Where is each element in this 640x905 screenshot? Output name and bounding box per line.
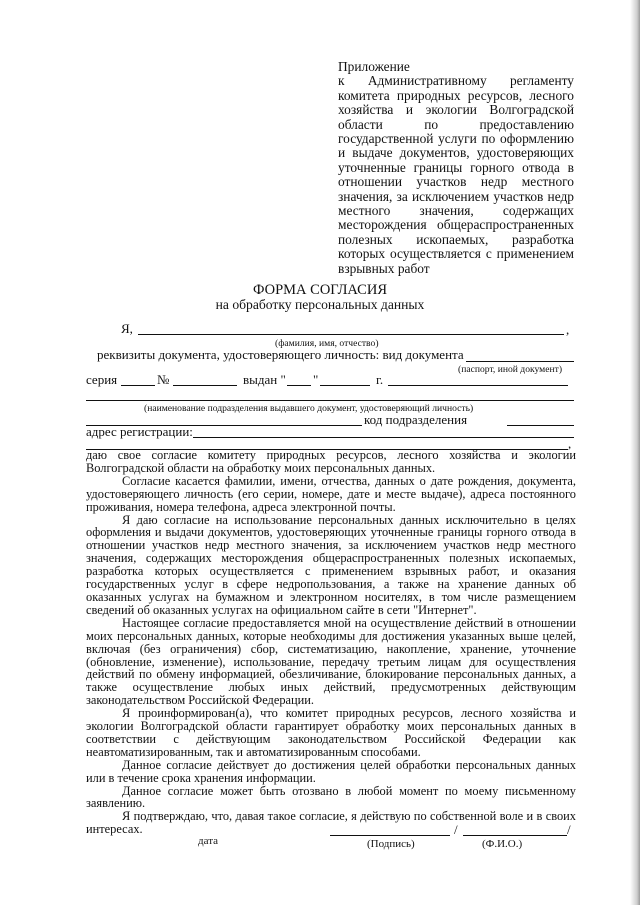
consent-body: [86, 449, 576, 836]
city-underline[interactable]: [388, 385, 568, 386]
number-underline[interactable]: [173, 385, 237, 386]
fio-hint: (фамилия, имя, отчество): [275, 338, 379, 349]
fio-comma: ,: [566, 322, 570, 337]
scan-edge-shadow: [630, 0, 640, 905]
issued-month-underline[interactable]: [320, 385, 370, 386]
appendix-header: [338, 60, 574, 276]
fio-underline[interactable]: [138, 334, 564, 335]
number-label: №: [157, 372, 170, 387]
dept-underline[interactable]: [86, 400, 574, 401]
signature-fio-hint: (Ф.И.О.): [482, 838, 523, 850]
doc-underline[interactable]: [466, 361, 574, 362]
signature-slash-2: /: [567, 822, 571, 837]
i-label: Я,: [121, 321, 133, 336]
signature-underline[interactable]: [330, 835, 450, 836]
issued-day-underline[interactable]: [287, 385, 311, 386]
address-label: адрес регистрации:: [86, 424, 193, 439]
form-subtitle: на обработку персональных данных: [215, 297, 425, 312]
dept-code-label: код подразделения: [364, 412, 468, 427]
paragraph-confirmation: Я подтверждаю, что, давая такое согласие, я действую по собственной воле и в своих интересах.: [86, 809, 576, 837]
form-title: ФОРМА СОГЛАСИЯ: [253, 282, 387, 298]
series-underline[interactable]: [121, 385, 155, 386]
paragraph-actions: Настоящее согласие предоставляется мной на осуществление действий в отношении моих персональных данных, которые необходимы для достижения указанных выше целей, включая (без ограничения) сбор, систематизацию, накопление, хранение, уточнение (обновление, изменение), использование, передачу третьим лицам для осуществления действий по обмену информацией, обезличивание, блокирование персональных данных, а также осуществление любых иных действий, предусмотренных действующим законодательством Российской Федерации.: [86, 615, 576, 708]
signature-slash-1: /: [454, 822, 458, 837]
signature-fio-underline[interactable]: [463, 835, 567, 836]
dept-code-underline[interactable]: [507, 425, 574, 426]
doc-hint: (паспорт, иной документ): [458, 364, 563, 375]
paragraph-consent: даю свое согласие комитету природных ресурсов, лесного хозяйства и экологии Волгоградской области на обработку моих персональных данных.: [86, 448, 576, 475]
signature-hint: (Подпись): [367, 838, 415, 850]
appendix-title: Приложение: [338, 59, 410, 74]
paragraph-revocation: Данное согласие может быть отозвано в любой момент по моему письменному заявлению.: [86, 783, 576, 811]
city-label: г.: [376, 372, 384, 387]
issued-quote: ": [313, 372, 319, 387]
paragraph-validity: Данное согласие действует до достижения целей обработки персональных данных или в течение срока хранения информации.: [86, 757, 576, 785]
series-label: серия: [86, 372, 118, 387]
appendix-text: к Административному регламенту комитета природных ресурсов, лесного хозяйства и экологии Волгоградской области по предоставлению государственной услуги по оформлению и выдаче документов, удостоверяющих уточненные границы горного отвода в отношении участков недр местного значения, за исключением участков недр местного значения, содержащих месторождения общераспространенных полезных ископаемых, разработка которых осуществляется с применением взрывных работ: [338, 73, 574, 276]
paragraph-purpose: Я даю согласие на использование персональных данных исключительно в целях оформления и выдачи документов, удостоверяющих уточненные границы горного отвода в отношении участков недр местного значения, за исключением участков недр местного значения, содержащих месторождения общераспространенных полезных ископаемых, разработка которых осуществляется с применением взрывных работ, и оказания государственных услуг в сфере недропользования, а также на хранение данных об оказанных услугах на бумажном и электронном носителях, в том числе размещением сведений об оказанных услугах на официальном сайте в сети "Интернет".: [86, 512, 576, 617]
dept-hint: (наименование подразделения выдавшего документ, удостоверяющий личность): [144, 403, 474, 414]
paragraph-guarantee: Я проинформирован(а), что комитет природных ресурсов, лесного хозяйства и экологии Волгоградской области гарантирует обработку моих персональных данных в соответствии с действующим законодательством Российской Федерации как неавтоматизированным, так и автоматизированным способами.: [86, 706, 576, 759]
date-label: дата: [198, 835, 219, 847]
address-comma: ,: [568, 436, 572, 451]
doc-label: реквизиты документа, удостоверяющего личность: вид документа: [97, 347, 464, 362]
paragraph-data-scope: Согласие касается фамилии, имени, отчества, данных о дате рождения, документа, удостоверяющего личность (его серии, номере, дате и месте выдаче), адреса постоянного проживания, номера телефона, адреса электронной почты.: [86, 473, 576, 514]
address-underline[interactable]: [193, 437, 574, 438]
issued-label: выдан ": [243, 372, 286, 387]
